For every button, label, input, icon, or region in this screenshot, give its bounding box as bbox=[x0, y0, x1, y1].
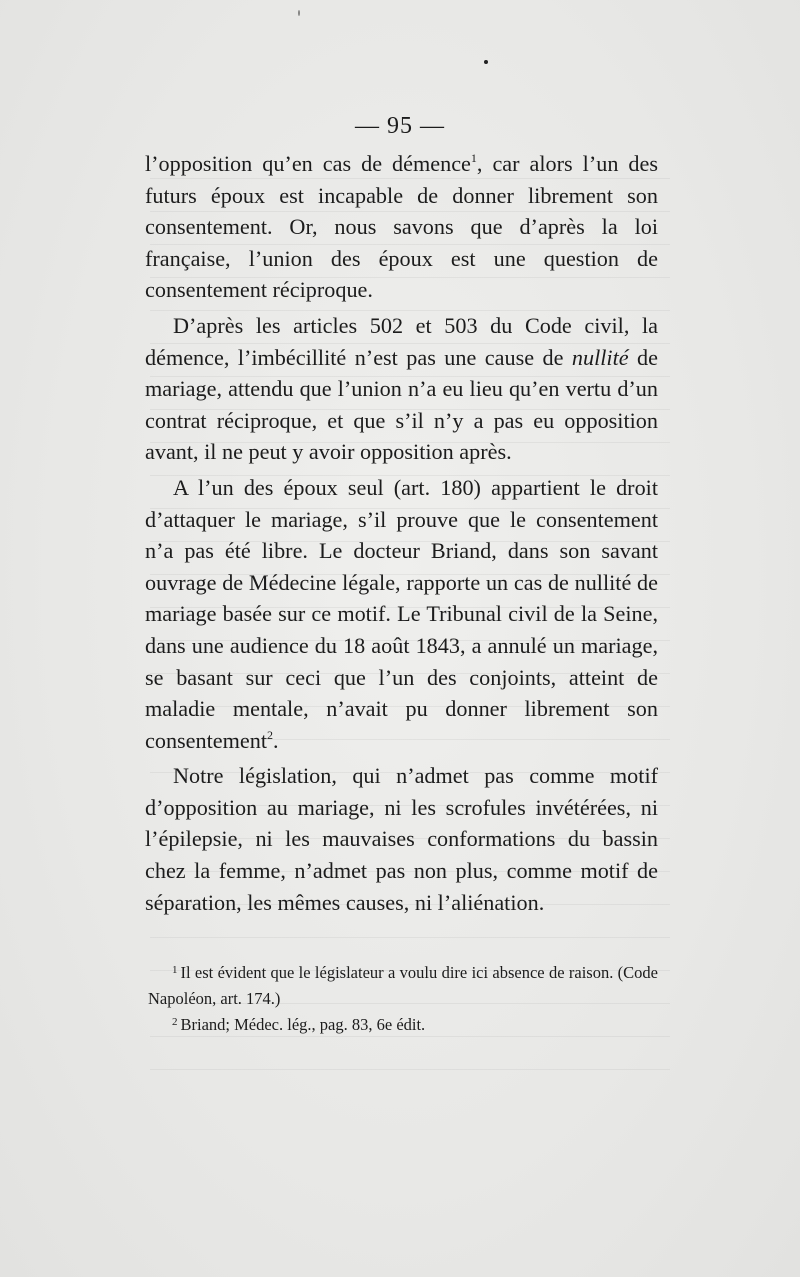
paragraph bbox=[145, 310, 658, 468]
paragraph bbox=[145, 148, 658, 306]
footnote-ref: 2 bbox=[267, 727, 273, 742]
italic-term: nullité bbox=[571, 344, 629, 370]
footnote-text: Briand; Médec. lég., pag. 83, 6e édit. bbox=[180, 1015, 426, 1034]
footnote-ref: 1 bbox=[470, 151, 477, 165]
paragraph-text: Notre législation, qui n’admet pas comme motif d’opposition au mariage, ni les scrofules invétérées, ni l’épilepsie, ni les mauvaises conformations du bassin chez la femme, n’admet pas non plus, comme motif de séparation, les mêmes causes, ni l’aliénation. bbox=[145, 763, 658, 915]
paragraph bbox=[145, 472, 658, 756]
paragraph-text: de mariage, attendu que l’union n’a eu lieu qu’en vertu d’un contrat réciproque, et que s’il n’y a pas eu opposition avant, il ne peut y avoir opposition après. bbox=[145, 344, 658, 465]
paragraph bbox=[145, 760, 658, 918]
footnote-text: Il est évident que le législateur a voulu dire ici absence de raison. (Code Napoléon, art. 174.) bbox=[148, 963, 658, 1008]
body-text bbox=[145, 148, 658, 918]
paragraph-text: , car alors l’un des futurs époux est incapable de donner librement son consentement. Or, nous savons que d’après la loi française, l’union des époux est une question de consentement réciproque. bbox=[145, 151, 659, 303]
paragraph-text: l’opposition qu’en cas de démence bbox=[145, 151, 471, 176]
paragraph-text: . bbox=[273, 727, 279, 753]
paragraph-text: A l’un des époux seul (art. 180) appartient le droit d’attaquer le mariage, s’il prouve que le consentement n’a pas été libre. Le docteur Briand, dans son savant ouvrage de Médecine légale, rapporte un cas de nullité de mariage basée sur ce motif. Le Tribunal civil de la Seine, dans une audience du 18 août 1843, a annulé un mariage, se basant sur ceci que l’un des conjoints, atteint de maladie mentale, n’avait pu donner librement son consentement bbox=[145, 474, 658, 753]
footnote-number: 1 bbox=[172, 964, 178, 976]
paragraph-text: D’après les articles 502 et 503 du Code civil, la démence, l’imbécillité n’est pas une cause de bbox=[145, 312, 658, 370]
footnotes bbox=[148, 960, 658, 1038]
footnote bbox=[148, 1012, 658, 1038]
footnote bbox=[148, 960, 658, 1012]
footnote-number: 2 bbox=[172, 1016, 178, 1028]
ink-speck bbox=[298, 10, 300, 16]
ink-speck bbox=[484, 60, 488, 64]
page-number: — 95 — bbox=[355, 113, 445, 139]
